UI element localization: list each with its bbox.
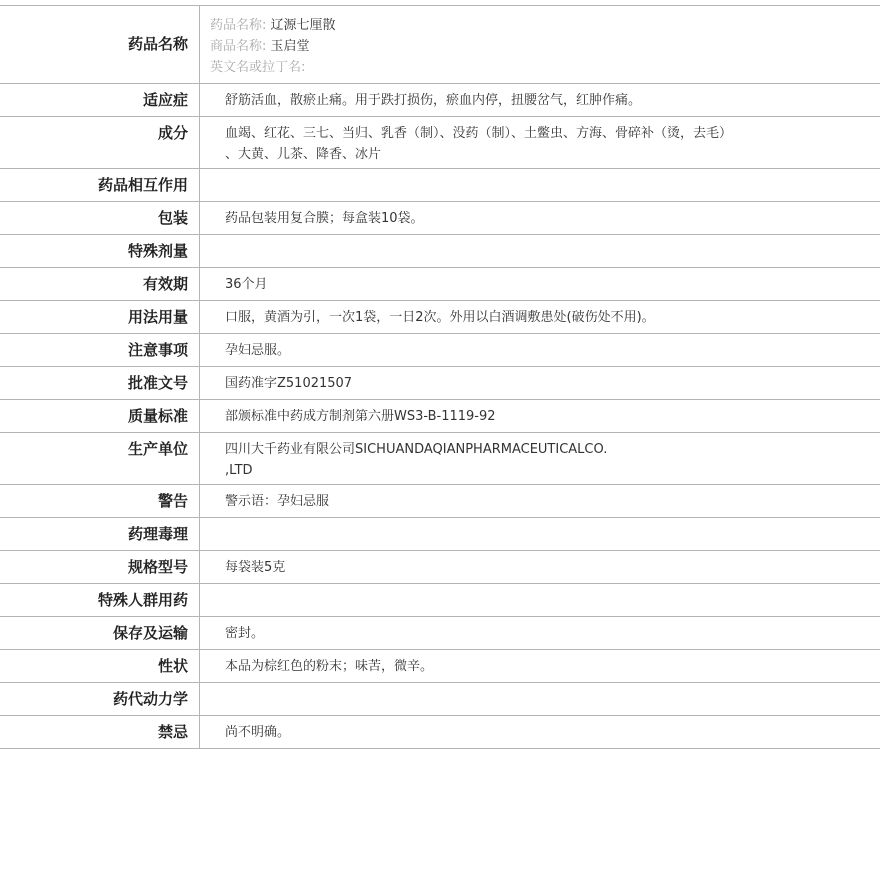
row-value: 口服，黄酒为引，一次1袋，一日2次。外用以白酒调敷患处(破伤处不用)。: [225, 310, 655, 325]
row-label: 药品名称: [0, 6, 200, 83]
row-value: 每袋装5克: [225, 560, 286, 575]
generic-name-line: [210, 15, 872, 36]
row-value: 36个月: [225, 277, 268, 292]
row-label: 生产单位: [0, 433, 200, 484]
row-value: [200, 518, 880, 550]
row-precautions: [0, 334, 880, 367]
row-interactions: [0, 169, 880, 202]
name-values: [200, 6, 880, 83]
row-label: 特殊人群用药: [0, 584, 200, 616]
row-value: 孕妇忌服。: [225, 343, 291, 358]
row-label: 包装: [0, 202, 200, 234]
latin-name-key: 英文名或拉丁名:: [210, 60, 306, 75]
row-drug-name: [0, 6, 880, 84]
row-label: 规格型号: [0, 551, 200, 583]
row-label: 药品相互作用: [0, 169, 200, 201]
row-specification: [0, 551, 880, 584]
row-value: [200, 584, 880, 616]
row-value: 药品包装用复合膜；每盒装10袋。: [225, 211, 424, 226]
trade-name-line: [210, 36, 872, 57]
row-label: 成分: [0, 117, 200, 168]
row-label: 有效期: [0, 268, 200, 300]
trade-name-value: 玉启堂: [270, 39, 310, 54]
row-label: 质量标准: [0, 400, 200, 432]
generic-name-key: 药品名称:: [210, 18, 267, 33]
row-value: [200, 117, 880, 168]
row-value: [200, 235, 880, 267]
row-appearance: [0, 650, 880, 683]
row-label: 用法用量: [0, 301, 200, 333]
row-label: 保存及运输: [0, 617, 200, 649]
row-label: 特殊剂量: [0, 235, 200, 267]
value-line: 四川大千药业有限公司SICHUANDAQIANPHARMACEUTICALCO.: [225, 442, 608, 457]
row-value: [200, 169, 880, 201]
row-label: 药代动力学: [0, 683, 200, 715]
row-ingredients: [0, 117, 880, 169]
row-shelf-life: [0, 268, 880, 301]
row-label: 批准文号: [0, 367, 200, 399]
row-contraindications: [0, 716, 880, 749]
row-pharmacology: [0, 518, 880, 551]
row-quality-standard: [0, 400, 880, 433]
row-approval-number: [0, 367, 880, 400]
row-value: [200, 683, 880, 715]
row-usage-dosage: [0, 301, 880, 334]
row-manufacturer: [0, 433, 880, 485]
row-value: 舒筋活血，散瘀止痛。用于跌打损伤，瘀血内停，扭腰岔气，红肿作痛。: [225, 93, 642, 108]
row-special-populations: [0, 584, 880, 617]
row-pharmacokinetics: [0, 683, 880, 716]
row-value: 尚不明确。: [225, 725, 291, 740]
row-label: 警告: [0, 485, 200, 517]
row-value: 本品为棕红色的粉末；味苦，微辛。: [225, 659, 434, 674]
row-special-dosage: [0, 235, 880, 268]
row-label: 药理毒理: [0, 518, 200, 550]
row-warning: [0, 485, 880, 518]
row-packaging: [0, 202, 880, 235]
trade-name-key: 商品名称:: [210, 39, 267, 54]
row-value: [200, 433, 880, 484]
row-indications: [0, 84, 880, 117]
row-label: 适应症: [0, 84, 200, 116]
row-label: 注意事项: [0, 334, 200, 366]
generic-name-value: 辽源七厘散: [270, 18, 336, 33]
row-value: 国药准字Z51021507: [225, 376, 353, 391]
row-label: 禁忌: [0, 716, 200, 748]
latin-name-line: [210, 57, 872, 78]
row-value: 部颁标准中药成方制剂第六册WS3-B-1119-92: [225, 409, 496, 424]
value-line: 、大黄、儿茶、降香、冰片: [225, 147, 382, 162]
row-value: 警示语：孕妇忌服: [225, 494, 330, 509]
value-line: 血竭、红花、三七、当归、乳香（制）、没药（制）、土鳖虫、方海、骨碎补（烫，去毛）: [225, 126, 733, 141]
row-storage: [0, 617, 880, 650]
row-value: 密封。: [225, 626, 265, 641]
value-line: ,LTD: [225, 463, 253, 478]
row-label: 性状: [0, 650, 200, 682]
drug-spec-table: [0, 5, 880, 749]
